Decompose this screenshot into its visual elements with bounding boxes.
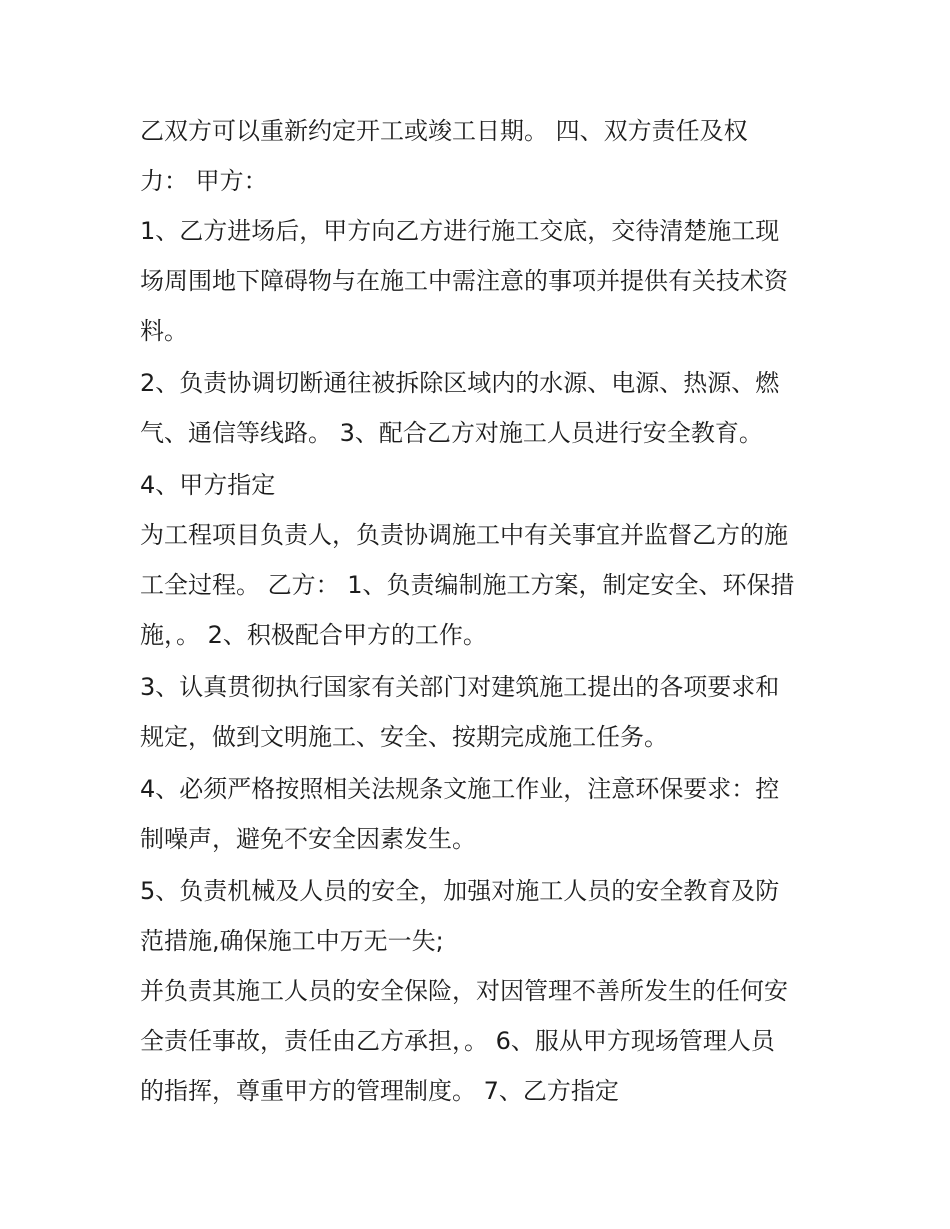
text-line: 工全过程。 乙方： 1、负责编制施工方案，制定安全、环保措 [140,571,795,599]
text-line: 全责任事故，责任由乙方承担，。 6、服从甲方现场管理人员 [140,1027,775,1055]
text-line: 的指挥，尊重甲方的管理制度。 7、乙方指定 [140,1077,619,1105]
text-line: 1、乙方进场后，甲方向乙方进行施工交底，交待清楚施工现 [140,217,780,245]
text-line: 料。 [140,317,188,345]
text-line: 为工程项目负责人，负责协调施工中有关事宜并监督乙方的施 [140,521,788,549]
text-line: 3、认真贯彻执行国家有关部门对建筑施工提出的各项要求和 [140,673,780,701]
text-line: 4、必须严格按照相关法规条文施工作业，注意环保要求：控 [140,775,780,803]
text-line: 力： 甲方： [140,167,268,195]
text-line: 乙双方可以重新约定开工或竣工日期。 四、双方责任及权 [140,117,748,145]
text-line: 5、负责机械及人员的安全，加强对施工人员的安全教育及防 [140,877,780,905]
text-line: 4、甲方指定 [140,471,276,499]
text-line: 范措施,确保施工中万无一失; [140,927,444,955]
text-line: 气、通信等线路。 3、配合乙方对施工人员进行安全教育。 [140,419,763,447]
text-line: 制噪声，避免不安全因素发生。 [140,825,476,853]
text-line: 规定，做到文明施工、安全、按期完成施工任务。 [140,723,668,751]
text-line: 施，。 2、积极配合甲方的工作。 [140,621,487,649]
text-line: 2、负责协调切断通往被拆除区域内的水源、电源、热源、燃 [140,369,780,397]
text-line: 并负责其施工人员的安全保险，对因管理不善所发生的任何安 [140,977,788,1005]
text-line: 场周围地下障碍物与在施工中需注意的事项并提供有关技术资 [140,267,788,295]
